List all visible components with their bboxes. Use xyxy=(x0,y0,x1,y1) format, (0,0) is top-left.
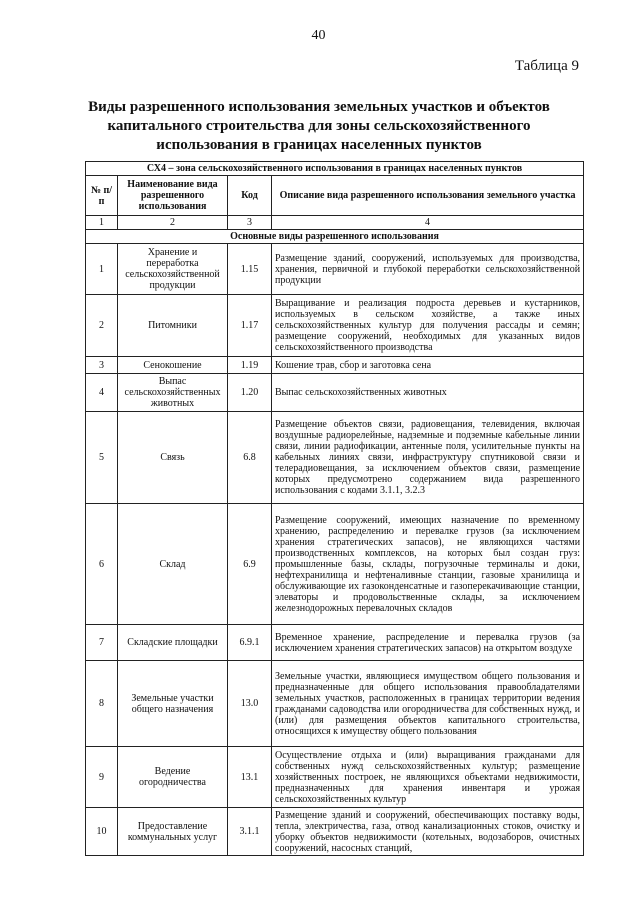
header-name: Наименование вида разрешенного использования xyxy=(118,176,228,216)
row-code: 6.8 xyxy=(228,412,272,504)
row-name: Сенокошение xyxy=(118,357,228,374)
table-row xyxy=(86,412,584,504)
row-name: Хранение и переработка сельскохозяйственной продукции xyxy=(118,244,228,295)
zone-header: СХ4 – зона сельскохозяйственного использования в границах населенных пунктов xyxy=(86,162,584,176)
table-row xyxy=(86,661,584,747)
title-line: капитального строительства для зоны сельскохозяйственного xyxy=(107,118,531,134)
row-num: 9 xyxy=(86,747,118,808)
row-num: 8 xyxy=(86,661,118,747)
row-num: 5 xyxy=(86,412,118,504)
column-number: 1 xyxy=(86,216,118,230)
row-code: 6.9.1 xyxy=(228,625,272,661)
table-row xyxy=(86,295,584,357)
row-num: 10 xyxy=(86,808,118,856)
row-desc: Выпас сельскохозяйственных животных xyxy=(272,374,584,412)
table-row xyxy=(86,374,584,412)
row-code: 3.1.1 xyxy=(228,808,272,856)
row-num: 7 xyxy=(86,625,118,661)
row-name: Связь xyxy=(118,412,228,504)
section-title: Основные виды разрешенного использования xyxy=(86,230,584,244)
row-name: Предоставление коммунальных услуг xyxy=(118,808,228,856)
column-header-row xyxy=(86,176,584,216)
row-num: 4 xyxy=(86,374,118,412)
header-code: Код xyxy=(228,176,272,216)
column-numbers-row xyxy=(86,216,584,230)
row-code: 13.0 xyxy=(228,661,272,747)
row-num: 1 xyxy=(86,244,118,295)
row-name: Питомники xyxy=(118,295,228,357)
row-name: Земельные участки общего назначения xyxy=(118,661,228,747)
table-row xyxy=(86,244,584,295)
row-code: 1.17 xyxy=(228,295,272,357)
row-desc: Размещение объектов связи, радиовещания, телевидения, включая воздушные радиорелейные, надземные и подземные кабельные линии связи, линии радиофикации, антенные поля, усилительные пункты на кабельных линиях связи, инфраструктуру спутниковой связи и телерадиовещания, за исключением объектов связи, размещение которых предусмотрено содержанием вида разрешенного использования с кодами 3.1.1, 3.2.3 xyxy=(272,412,584,504)
row-code: 1.15 xyxy=(228,244,272,295)
row-name: Выпас сельскохозяйственных животных xyxy=(118,374,228,412)
row-num: 2 xyxy=(86,295,118,357)
row-name: Склад xyxy=(118,504,228,625)
row-desc: Размещение зданий, сооружений, используемых для производства, хранения, первичной и глубокой переработки сельскохозяйственной продукции xyxy=(272,244,584,295)
header-num: № п/п xyxy=(86,176,118,216)
row-code: 13.1 xyxy=(228,747,272,808)
table-row xyxy=(86,357,584,374)
table-row xyxy=(86,808,584,856)
column-number: 3 xyxy=(228,216,272,230)
table-label: Таблица 9 xyxy=(514,58,579,74)
column-number: 2 xyxy=(118,216,228,230)
table-row xyxy=(86,504,584,625)
row-desc: Выращивание и реализация подроста деревьев и кустарников, используемых в сельском хозяйстве, а также иных сельскохозяйственных культур для получения рассады и семян; размещение сооружений, необходимых для указанных видов сельскохозяйственного производства xyxy=(272,295,584,357)
row-desc: Размещение сооружений, имеющих назначение по временному хранению, распределению и перевалке грузов (за исключением хранения стратегических запасов), не являющихся частями производственных комплексов, на которых был создан груз: промышленные базы, склады, погрузочные терминалы и доки, нефтехранилища и нефтеналивные станции, газовые хранилища и обслуживающие их газоконденсатные и газоперекачивающие станции, элеваторы и продовольственные склады, за исключением железнодорожных перевалочных складов xyxy=(272,504,584,625)
header-desc: Описание вида разрешенного использования земельного участка xyxy=(272,176,584,216)
table-row xyxy=(86,625,584,661)
row-code: 1.19 xyxy=(228,357,272,374)
column-number: 4 xyxy=(272,216,584,230)
row-desc: Кошение трав, сбор и заготовка сена xyxy=(272,357,584,374)
title-line: Виды разрешенного использования земельных участков и объектов xyxy=(88,99,550,115)
row-num: 6 xyxy=(86,504,118,625)
land-use-table xyxy=(85,161,584,856)
page-number: 40 xyxy=(311,28,326,43)
table-row xyxy=(86,747,584,808)
row-num: 3 xyxy=(86,357,118,374)
title-line: использования в границах населенных пунктов xyxy=(156,137,482,153)
row-desc: Земельные участки, являющиеся имуществом общего пользования и предназначенные для общего использования правообладателями земельных участков, расположенных в границах территории ведения гражданами садоводства или огородничества для собственных нужд, и (или) для размещения объектов капитального строительства, относящихся к имуществу общего пользования xyxy=(272,661,584,747)
row-code: 6.9 xyxy=(228,504,272,625)
row-code: 1.20 xyxy=(228,374,272,412)
row-desc: Временное хранение, распределение и перевалка грузов (за исключением хранения стратегических запасов) на открытом воздухе xyxy=(272,625,584,661)
section-header-row xyxy=(86,230,584,244)
row-desc: Размещение зданий и сооружений, обеспечивающих поставку воды, тепла, электричества, газа, отвод канализационных стоков, очистку и уборку объектов недвижимости (котельных, водозаборов, очистных сооружений, насосных станций, xyxy=(272,808,584,856)
row-name: Ведение огородничества xyxy=(118,747,228,808)
row-name: Складские площадки xyxy=(118,625,228,661)
row-desc: Осуществление отдыха и (или) выращивания гражданами для собственных нужд сельскохозяйственных культур; размещение хозяйственных построек, не являющихся объектами недвижимости, предназначенных для хранения инвентаря и урожая сельскохозяйственных культур xyxy=(272,747,584,808)
zone-header-row xyxy=(86,162,584,176)
document-title xyxy=(60,98,578,155)
